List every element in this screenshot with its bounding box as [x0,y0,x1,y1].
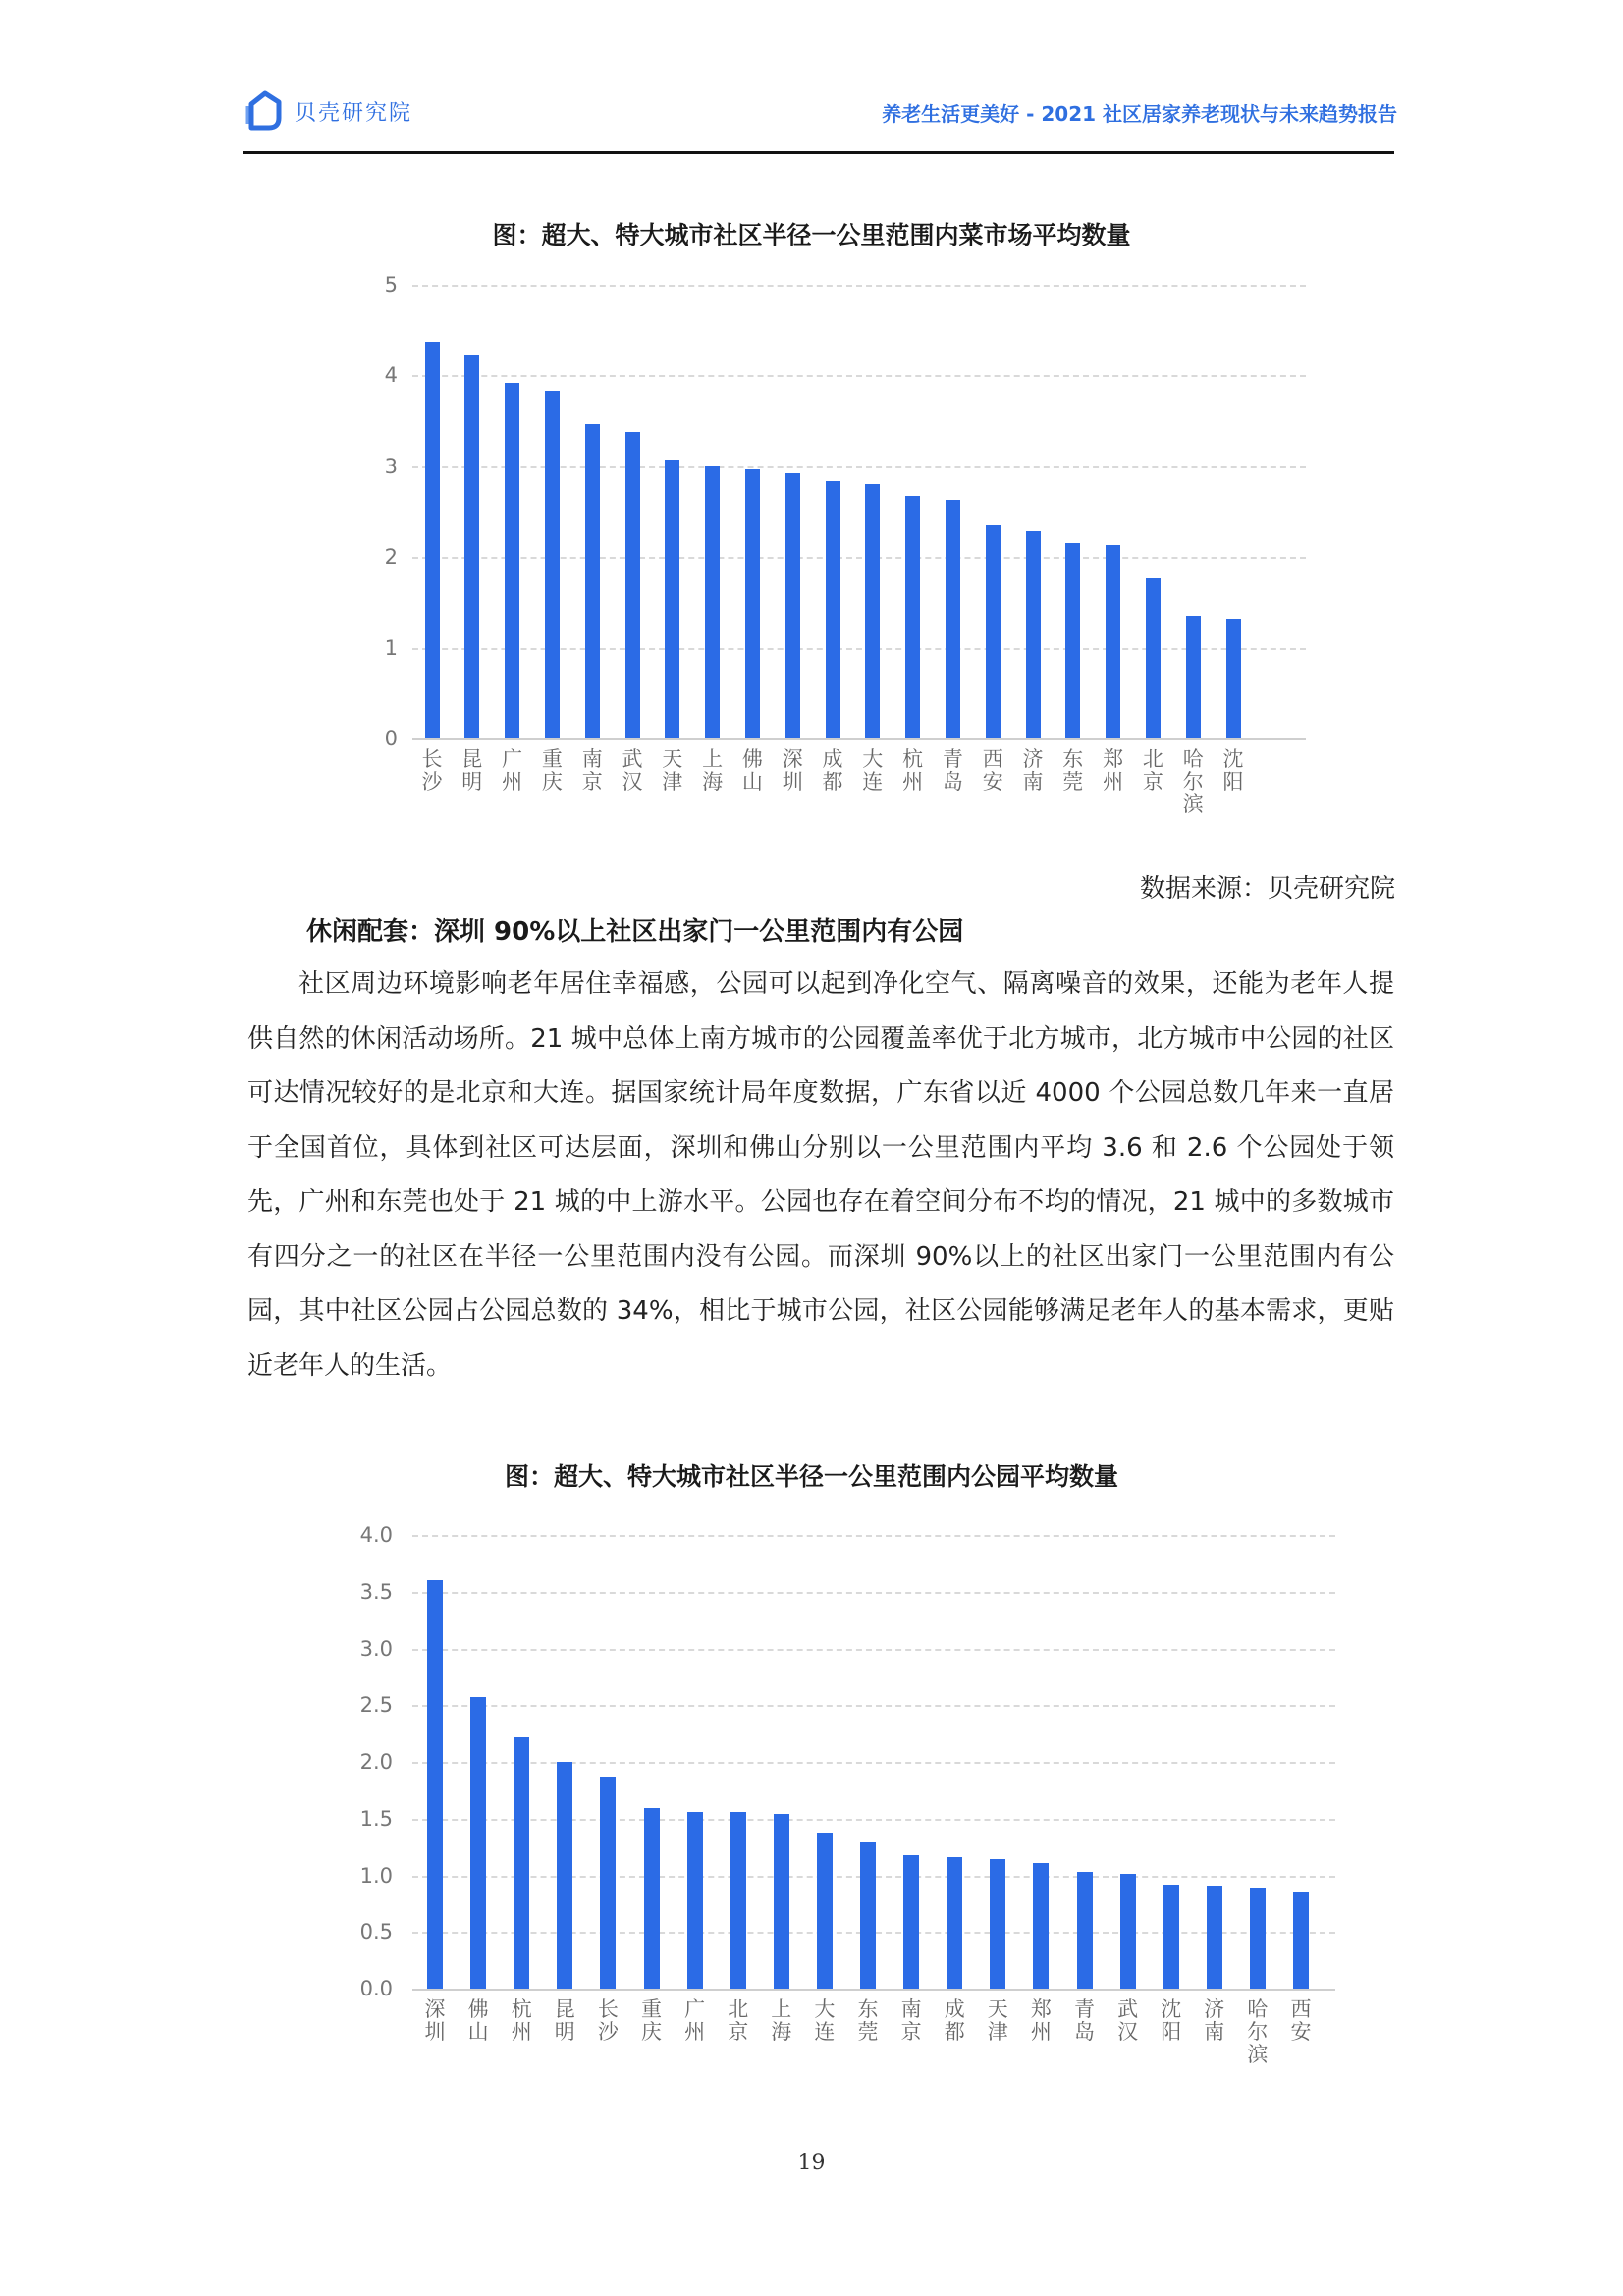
x-category-label: 佛山 [467,1997,489,2044]
x-category-label: 重庆 [641,1997,662,2044]
bar [1293,1892,1309,1989]
gridline [412,1762,1335,1764]
x-category-label: 青岛 [942,747,963,793]
gridline [412,1592,1335,1594]
x-category-label: 济南 [1022,747,1044,793]
x-category-label: 大连 [814,1997,836,2044]
data-source: 数据来源：贝壳研究院 [1139,874,1395,903]
x-category-label: 昆明 [554,1997,575,2044]
x-category-label: 北京 [1142,747,1163,793]
x-category-label: 广州 [684,1997,706,2044]
bar [1033,1863,1049,1989]
gridline [412,1649,1335,1651]
x-category-label: 哈尔滨 [1247,1997,1269,2066]
x-category-label: 沈阳 [1222,747,1244,793]
x-category-label: 济南 [1204,1997,1225,2044]
figure1-title: 图：超大、特大城市社区半径一公里范围内菜市场平均数量 [492,221,1131,249]
brand-name: 贝壳研究院 [295,100,413,126]
bar [427,1580,443,1989]
y-tick-label: 2 [384,545,398,570]
bar [947,1857,962,1989]
x-category-label: 佛山 [741,747,763,793]
x-category-label: 郑州 [1030,1997,1052,2044]
page-number: 19 [797,2151,826,2175]
y-tick-label: 4.0 [359,1523,393,1547]
bar [860,1842,876,1989]
x-category-label: 哈尔滨 [1182,747,1204,816]
x-category-label: 西安 [982,747,1003,793]
x-category-label: 武汉 [1117,1997,1139,2044]
y-tick-label: 3.0 [359,1636,393,1661]
y-tick-label: 0.0 [359,1977,393,2000]
x-category-label: 沈阳 [1161,1997,1182,2044]
x-category-label: 郑州 [1103,747,1124,793]
x-category-label: 青岛 [1074,1997,1095,2044]
bar [903,1855,919,1989]
x-category-label: 昆明 [461,747,483,793]
bar [1163,1885,1179,1989]
x-category-label: 南京 [900,1997,922,2044]
y-tick-label: 2.5 [359,1693,393,1718]
bar [817,1833,833,1989]
bar [1077,1872,1093,1989]
bar [514,1737,529,1989]
x-category-label: 深圳 [782,747,803,793]
x-category-label: 上海 [702,747,724,793]
y-tick-label: 1 [384,635,398,660]
bar [600,1777,616,1989]
y-tick-label: 1.0 [359,1863,393,1887]
bar [990,1859,1005,1989]
y-tick-label: 3 [384,454,398,478]
bar [644,1808,660,1989]
bar [1250,1888,1266,1989]
x-category-label: 广州 [502,747,523,793]
y-tick-label: 2.0 [359,1750,393,1774]
section-heading: 休闲配套：深圳 90%以上社区出家门一公里范围内有公园 [306,917,964,947]
x-category-label: 成都 [944,1997,965,2044]
x-category-label: 南京 [581,747,603,793]
x-category-label: 武汉 [622,747,643,793]
x-category-label: 长沙 [597,1997,619,2044]
y-tick-label: 0 [384,727,398,750]
bar [774,1814,789,1989]
bar [557,1762,572,1989]
x-category-label: 杭州 [902,747,924,793]
y-tick-label: 3.5 [359,1579,393,1604]
figure2-title: 图：超大、特大城市社区半径一公里范围内公园平均数量 [504,1462,1118,1491]
x-axis-line [412,1989,1335,1991]
bar [1207,1886,1222,1989]
x-category-label: 东莞 [1062,747,1084,793]
bar [687,1812,703,1989]
x-category-label: 天津 [987,1997,1008,2044]
x-category-label: 北京 [728,1997,749,2044]
y-tick-label: 4 [384,363,398,388]
gridline [412,1535,1335,1537]
x-category-label: 大连 [862,747,884,793]
x-category-label: 长沙 [421,747,443,793]
x-category-label: 成都 [822,747,843,793]
x-category-label: 上海 [771,1997,792,2044]
y-tick-label: 0.5 [359,1920,393,1944]
x-category-label: 东莞 [857,1997,879,2044]
x-category-label: 深圳 [424,1997,446,2044]
x-category-label: 杭州 [511,1997,532,2044]
report-title: 养老生活更美好 - 2021 社区居家养老现状与未来趋势报告 [882,102,1397,126]
x-category-label: 重庆 [541,747,563,793]
bar [730,1812,746,1989]
bar [1120,1874,1136,1989]
paragraph-text: 社区周边环境影响老年居住幸福感，公园可以起到净化空气、隔离噪音的效果，还能为老年人提供自然的休闲活动场所。21 城中总体上南方城市的公园覆盖率优于北方城市，北方城市中公园的社区可达情况较好的是北京和大连。据国家统计局年度数据，广东省以近 4000 个公园总数几年来一直居于全国首位，具体到社区可达层面，深圳和佛山分别以一公里范围内平均 3.6 和 2.6 个公园处于领先，广州和东莞也处于 21 城的中上游水平。公园也存在着空间分布不均的情况，21 城中的多数城市有四分之一的社区在半径一公里范围内没有公园。而深圳 90%以上的社区出家门一公里范围内有公园，其中社区公园占公园总数的 34%，相比于城市公园，社区公园能够满足老年人的基本需求，更贴近老年人的生活。 [247,969,1394,1381]
x-category-label: 天津 [662,747,683,793]
y-tick-label: 1.5 [359,1806,393,1831]
gridline [412,1705,1335,1707]
y-tick-label: 5 [384,273,398,297]
x-category-label: 西安 [1290,1997,1312,2044]
gridline [412,1819,1335,1821]
bar [470,1697,486,1989]
